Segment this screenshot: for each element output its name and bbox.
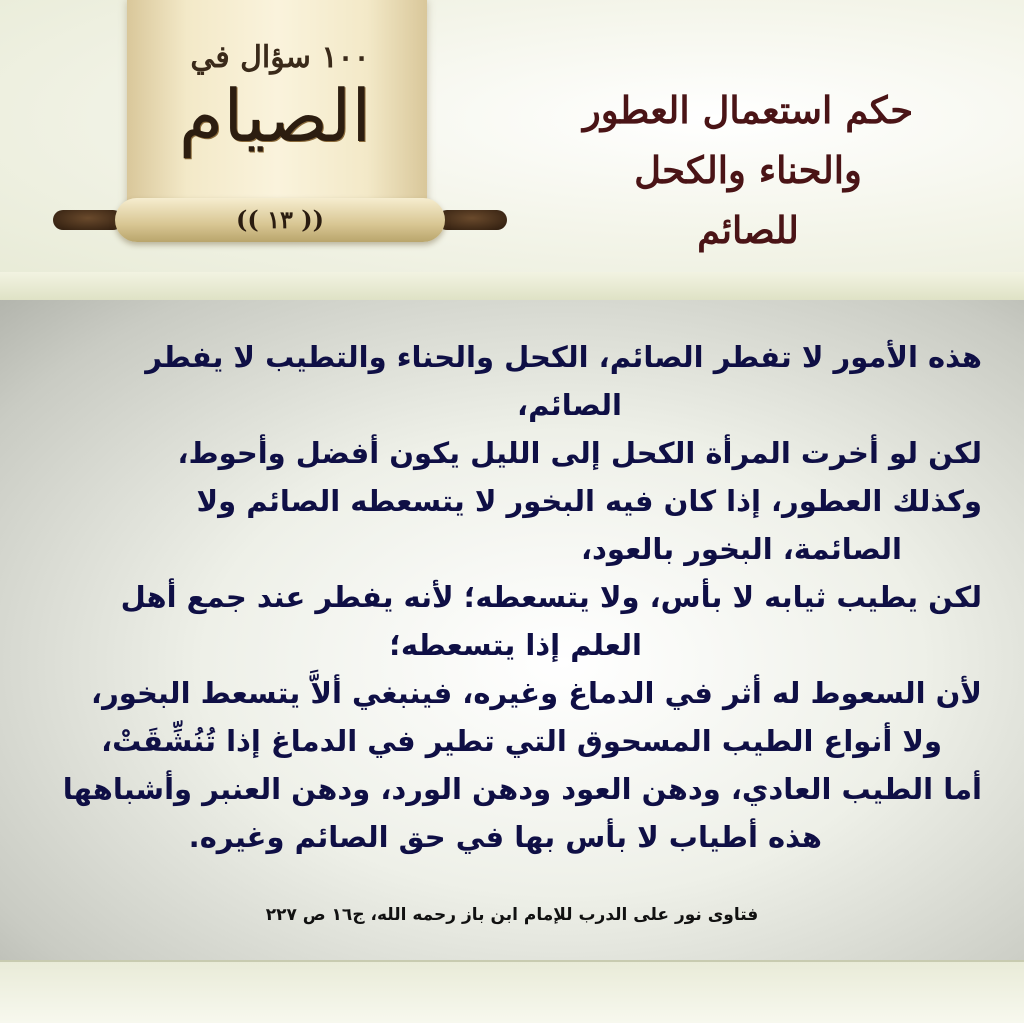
text-line: أما الطيب العادي، ودهن العود ودهن الورد، ودهن العنبر وأشباهها xyxy=(62,772,982,806)
scroll-handle-left xyxy=(53,210,123,230)
text-line: هذه أطياب لا بأس بها في حق الصائم وغيره. xyxy=(188,820,822,854)
scroll-handle-right xyxy=(437,210,507,230)
text-line: هذه الأمور لا تفطر الصائم، الكحل والحناء والتطيب لا يفطر xyxy=(145,340,982,374)
page-title xyxy=(508,80,988,260)
episode-number: (( ١٣ )) xyxy=(236,205,324,234)
title-line-1: حكم استعمال العطور xyxy=(582,88,914,132)
header-border xyxy=(0,272,1024,303)
text-line: الصائم، xyxy=(517,388,622,422)
scroll-graphic xyxy=(115,0,445,250)
text-line: الصائمة، البخور بالعود، xyxy=(581,532,902,566)
text-line: وكذلك العطور، إذا كان فيه البخور لا يتسعطه الصائم ولا xyxy=(196,484,982,518)
scroll-caption: ١٠٠ سؤال في xyxy=(190,40,370,75)
title-line-3: للصائم xyxy=(697,208,799,252)
text-line: ولا أنواع الطيب المسحوق التي تطير في الدماغ إذا تُنُشِّقَتْ، xyxy=(101,724,942,758)
scroll-title-word: الصيام xyxy=(178,74,372,158)
source-citation: فتاوى نور على الدرب للإمام ابن باز رحمه الله، ج١٦ ص ٢٢٧ xyxy=(265,905,759,925)
text-line: لكن يطيب ثيابه لا بأس، ولا يتسعطه؛ لأنه يفطر عند جمع أهل xyxy=(120,580,982,614)
text-line: لكن لو أخرت المرأة الكحل إلى الليل يكون أفضل وأحوط، xyxy=(177,436,982,470)
fatwa-text xyxy=(40,333,982,861)
footer-band xyxy=(0,960,1024,1023)
text-line: لأن السعوط له أثر في الدماغ وغيره، فينبغي ألاَّ يتسعط البخور، xyxy=(91,676,982,710)
title-line-2: والحناء والكحل xyxy=(634,148,862,192)
text-line: العلم إذا يتسعطه؛ xyxy=(389,628,642,662)
